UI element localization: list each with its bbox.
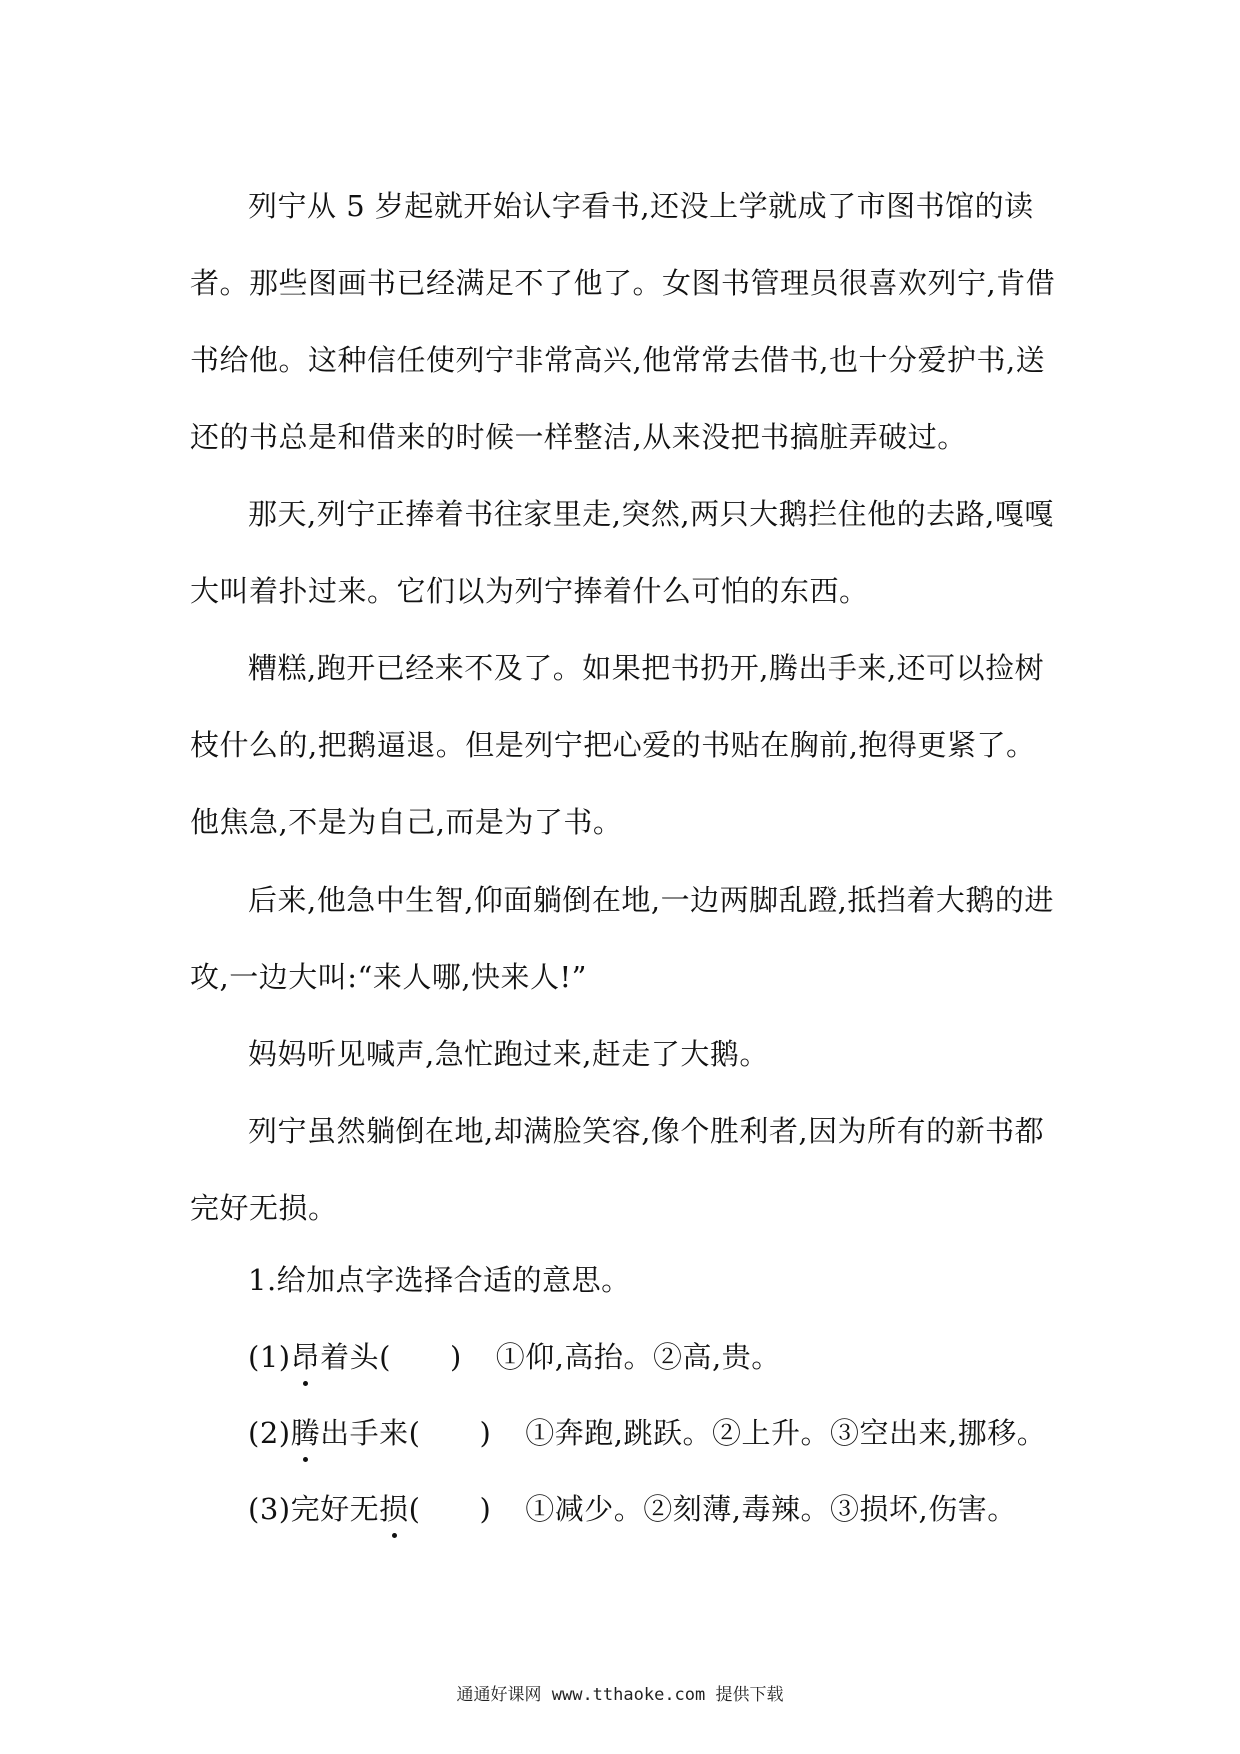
question-word-rest: 着头: [320, 1340, 380, 1374]
question-item-number: (2): [248, 1416, 291, 1450]
dotted-character: 损: [379, 1487, 409, 1528]
dotted-character: 昂: [291, 1335, 321, 1376]
question-title: 1.给加点字选择合适的意思。: [248, 1263, 631, 1297]
passage-paragraph-2: 那天,列宁正捧着书往家里走,突然,两只大鹅拦住他的去路,嘎嘎大叫着扑过来。它们以为列宁捧着什么可怕的东西。: [190, 497, 1054, 608]
question-options: ①减少。②刻薄,毒辣。③损坏,伤害。: [525, 1492, 1017, 1526]
question-options: ①仰,高抬。②高,贵。: [495, 1340, 781, 1374]
passage-paragraph-1: 列宁从 5 岁起就开始认字看书,还没上学就成了市图书馆的读者。那些图画书已经满足不了他了。女图书管理员很喜欢列宁,肯借书给他。这种信任使列宁非常高兴,他常常去借书,也十分爱护书,送还的书总是和借来的时候一样整洁,从来没把书搞脏弄破过。: [190, 189, 1056, 454]
passage-paragraph-5: 妈妈听见喊声,急忙跑过来,赶走了大鹅。: [248, 1037, 769, 1071]
question-item-number: (3): [248, 1492, 291, 1526]
question-word-prefix: 完好无: [290, 1492, 380, 1526]
passage-paragraph-4: 后来,他急中生智,仰面躺倒在地,一边两脚乱蹬,抵挡着大鹅的进攻,一边大叫:“来人哪,快来人!”: [190, 883, 1054, 994]
question-item-1: [248, 1335, 781, 1376]
passage-paragraph-3: 糟糕,跑开已经来不及了。如果把书扔开,腾出手来,还可以捡树枝什么的,把鹅逼退。但是列宁把心爱的书贴在胸前,抱得更紧了。他焦急,不是为自己,而是为了书。: [190, 651, 1045, 839]
footer-download-note: 通通好课网 www.tthaoke.com 提供下载: [456, 1685, 784, 1705]
answer-blank[interactable]: ( ): [379, 1340, 462, 1374]
passage-paragraph-6: 列宁虽然躺倒在地,却满脸笑容,像个胜利者,因为所有的新书都完好无损。: [190, 1114, 1045, 1225]
question-item-number: (1): [248, 1340, 291, 1374]
question-item-3: [248, 1487, 1017, 1528]
answer-blank[interactable]: ( ): [408, 1492, 492, 1526]
question-word-rest: 出手来: [320, 1416, 409, 1450]
dotted-character: 腾: [291, 1411, 321, 1452]
answer-blank[interactable]: ( ): [408, 1416, 492, 1450]
question-item-2: [248, 1411, 1046, 1452]
question-options: ①奔跑,跳跃。②上升。③空出来,挪移。: [525, 1416, 1047, 1450]
